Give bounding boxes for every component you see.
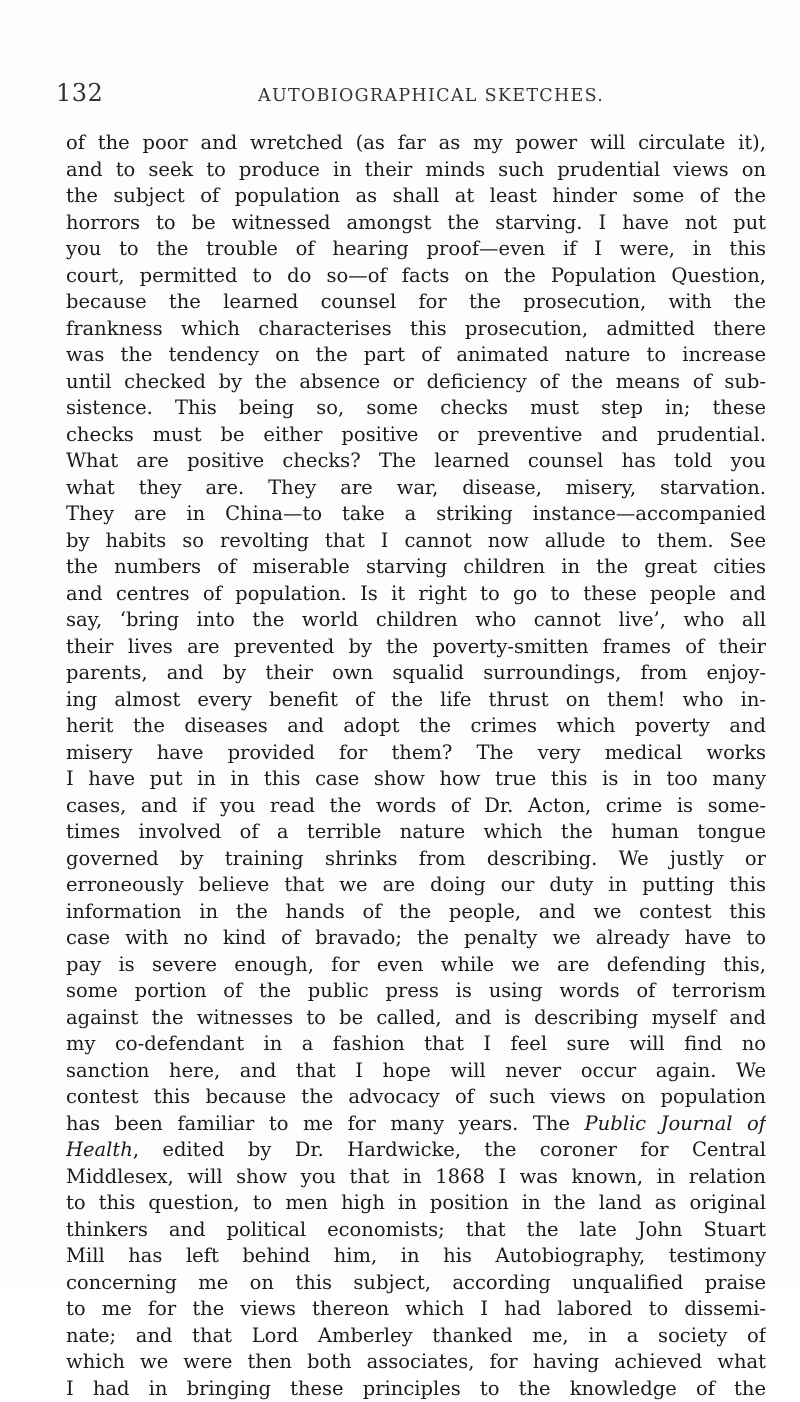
text-line: until checked by the absence or deficiency of the means of sub- <box>66 369 766 396</box>
text-line-segment: has been familiar to me for many years. The <box>66 1112 585 1135</box>
text-line: I had in bringing these principles to the knowledge of the <box>66 1376 766 1402</box>
text-line: checks must be either positive or preventive and prudential. <box>66 422 766 449</box>
text-line: horrors to be witnessed amongst the starving. I have not put <box>66 210 766 237</box>
text-line <box>66 1111 766 1138</box>
text-line: their lives are prevented by the poverty-smitten frames of their <box>66 634 766 661</box>
text-line: information in the hands of the people, and we contest this <box>66 899 766 926</box>
text-line: Mill has left behind him, in his Autobiography, testimony <box>66 1243 766 1270</box>
text-line: What are positive checks? The learned counsel has told you <box>66 448 766 475</box>
text-line: I have put in in this case show how true this is in too many <box>66 766 766 793</box>
text-line: sistence. This being so, some checks must step in; these <box>66 395 766 422</box>
text-line: was the tendency on the part of animated nature to increase <box>66 342 766 369</box>
text-line: They are in China—to take a striking instance—accompanied <box>66 501 766 528</box>
text-line: to me for the views thereon which I had labored to dissemi- <box>66 1296 766 1323</box>
text-line: my co-defendant in a fashion that I feel sure will find no <box>66 1031 766 1058</box>
text-line: the numbers of miserable starving children in the great cities <box>66 554 766 581</box>
text-line: because the learned counsel for the prosecution, with the <box>66 289 766 316</box>
text-line: you to the trouble of hearing proof—even if I were, in this <box>66 236 766 263</box>
text-line: ing almost every benefit of the life thrust on them! who in- <box>66 687 766 714</box>
text-line: nate; and that Lord Amberley thanked me, in a society of <box>66 1323 766 1350</box>
text-line: by habits so revolting that I cannot now allude to them. See <box>66 528 766 555</box>
text-line: case with no kind of bravado; the penalty we already have to <box>66 925 766 952</box>
text-line: and centres of population. Is it right to go to these people and <box>66 581 766 608</box>
text-line: what they are. They are war, disease, misery, starvation. <box>66 475 766 502</box>
text-line: of the poor and wretched (as far as my power will circulate it), <box>66 130 766 157</box>
text-line: which we were then both associates, for having achieved what <box>66 1349 766 1376</box>
text-line: to this question, to men high in position in the land as original <box>66 1190 766 1217</box>
page-number: 132 <box>56 78 103 108</box>
text-line: say, ‘bring into the world children who cannot live’, who all <box>66 607 766 634</box>
journal-title: Health <box>66 1138 133 1161</box>
journal-title: Public Journal of <box>585 1112 766 1135</box>
text-line: governed by training shrinks from describing. We justly or <box>66 846 766 873</box>
text-line: concerning me on this subject, according unqualified praise <box>66 1270 766 1297</box>
text-line <box>66 1137 766 1164</box>
text-line: thinkers and political economists; that the late John Stuart <box>66 1217 766 1244</box>
text-line: misery have provided for them? The very medical works <box>66 740 766 767</box>
text-line: pay is severe enough, for even while we are defending this, <box>66 952 766 979</box>
text-line: contest this because the advocacy of such views on population <box>66 1084 766 1111</box>
text-line: times involved of a terrible nature which the human tongue <box>66 819 766 846</box>
body-text <box>66 130 766 1402</box>
text-line: herit the diseases and adopt the crimes which poverty and <box>66 713 766 740</box>
text-line: cases, and if you read the words of Dr. Acton, crime is some- <box>66 793 766 820</box>
text-line: sanction here, and that I hope will never occur again. We <box>66 1058 766 1085</box>
text-line: frankness which characterises this prosecution, admitted there <box>66 316 766 343</box>
text-line: and to seek to produce in their minds such prudential views on <box>66 157 766 184</box>
text-line: erroneously believe that we are doing our duty in putting this <box>66 872 766 899</box>
running-head: AUTOBIOGRAPHICAL SKETCHES. <box>258 84 604 108</box>
text-line: parents, and by their own squalid surroundings, from enjoy- <box>66 660 766 687</box>
text-line: Middlesex, will show you that in 1868 I was known, in relation <box>66 1164 766 1191</box>
text-line: against the witnesses to be called, and is describing myself and <box>66 1005 766 1032</box>
text-line: court, permitted to do so—of facts on the Population Question, <box>66 263 766 290</box>
text-line-segment: , edited by Dr. Hardwicke, the coroner for Central <box>133 1138 766 1161</box>
text-line: the subject of population as shall at least hinder some of the <box>66 183 766 210</box>
text-line: some portion of the public press is using words of terrorism <box>66 978 766 1005</box>
